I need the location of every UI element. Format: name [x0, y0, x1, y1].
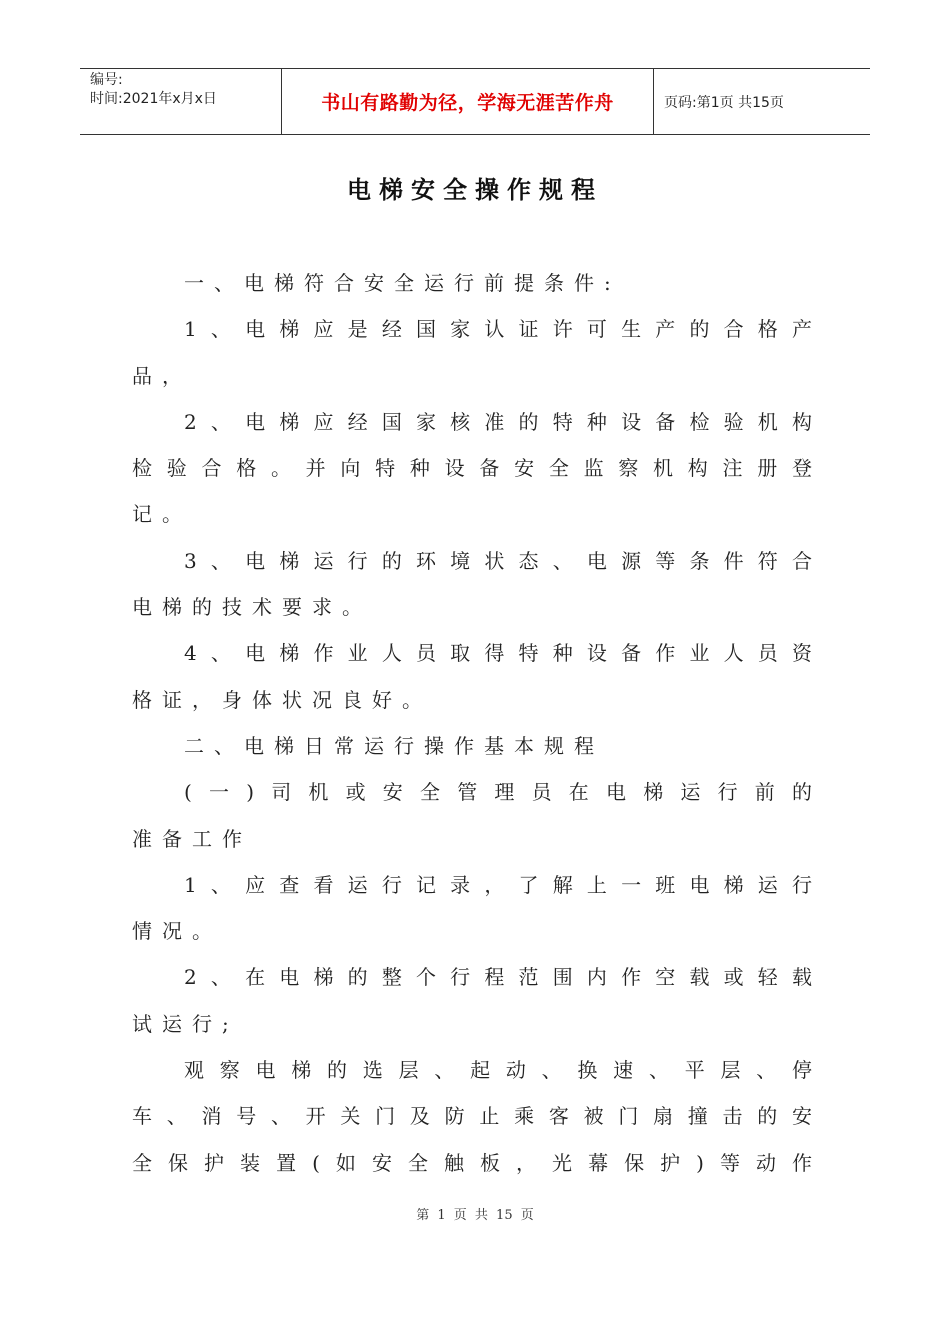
header-info-cell — [80, 69, 281, 134]
subsection-heading: (一)司机或安全管理员在电梯运行前的 — [184, 780, 812, 805]
paragraph-line: 电梯的技术要求。 — [132, 595, 372, 620]
paragraph-line: 车、消号、开关门及防止乘客被门扇撞击的安 — [132, 1104, 812, 1129]
header-page-info: 页码:第1页 共15页 — [664, 94, 784, 111]
paragraph-line: 全保护装置(如安全触板，光幕保护)等动作 — [132, 1150, 812, 1175]
paragraph-line: 1、应查看运行记录，了解上一班电梯运行 — [184, 872, 812, 897]
document-number-label: 编号: — [90, 72, 123, 88]
document-body — [132, 260, 812, 1186]
subsection-heading: 准备工作 — [132, 826, 252, 851]
page-footer: 第 1 页 共 15 页 — [416, 1208, 534, 1223]
paragraph-line: 检验合格。并向特种设备安全监察机构注册登 — [132, 456, 812, 481]
page-title: 电梯安全操作规程 — [347, 175, 603, 204]
section-heading: 二、电梯日常运行操作基本规程 — [184, 733, 604, 758]
section-heading: 一、电梯符合安全运行前提条件: — [184, 271, 621, 295]
paragraph-line: 试运行; — [132, 1011, 239, 1036]
header-motto: 书山有路勤为径，学海无涯苦作舟 — [281, 69, 654, 134]
paragraph-line: 2、在电梯的整个行程范围内作空载或轻载 — [184, 965, 812, 990]
paragraph-line: 格证，身体状况良好。 — [132, 687, 432, 712]
paragraph-line: 1、电梯应是经国家认证许可生产的合格产 — [184, 317, 812, 342]
paragraph-line: 2、电梯应经国家核准的特种设备检验机构 — [184, 409, 812, 434]
paragraph-line: 观察电梯的选层、起动、换速、平层、停 — [184, 1058, 812, 1083]
paragraph-line: 情况。 — [132, 919, 222, 944]
document-header — [80, 68, 870, 135]
document-date: 时间:2021年x月x日 — [90, 91, 217, 107]
paragraph-line: 4、电梯作业人员取得特种设备作业人员资 — [184, 641, 812, 666]
paragraph-line: 3、电梯运行的环境状态、电源等条件符合 — [184, 548, 812, 573]
paragraph-line: 品， — [132, 363, 192, 388]
paragraph-line: 记。 — [132, 502, 192, 527]
